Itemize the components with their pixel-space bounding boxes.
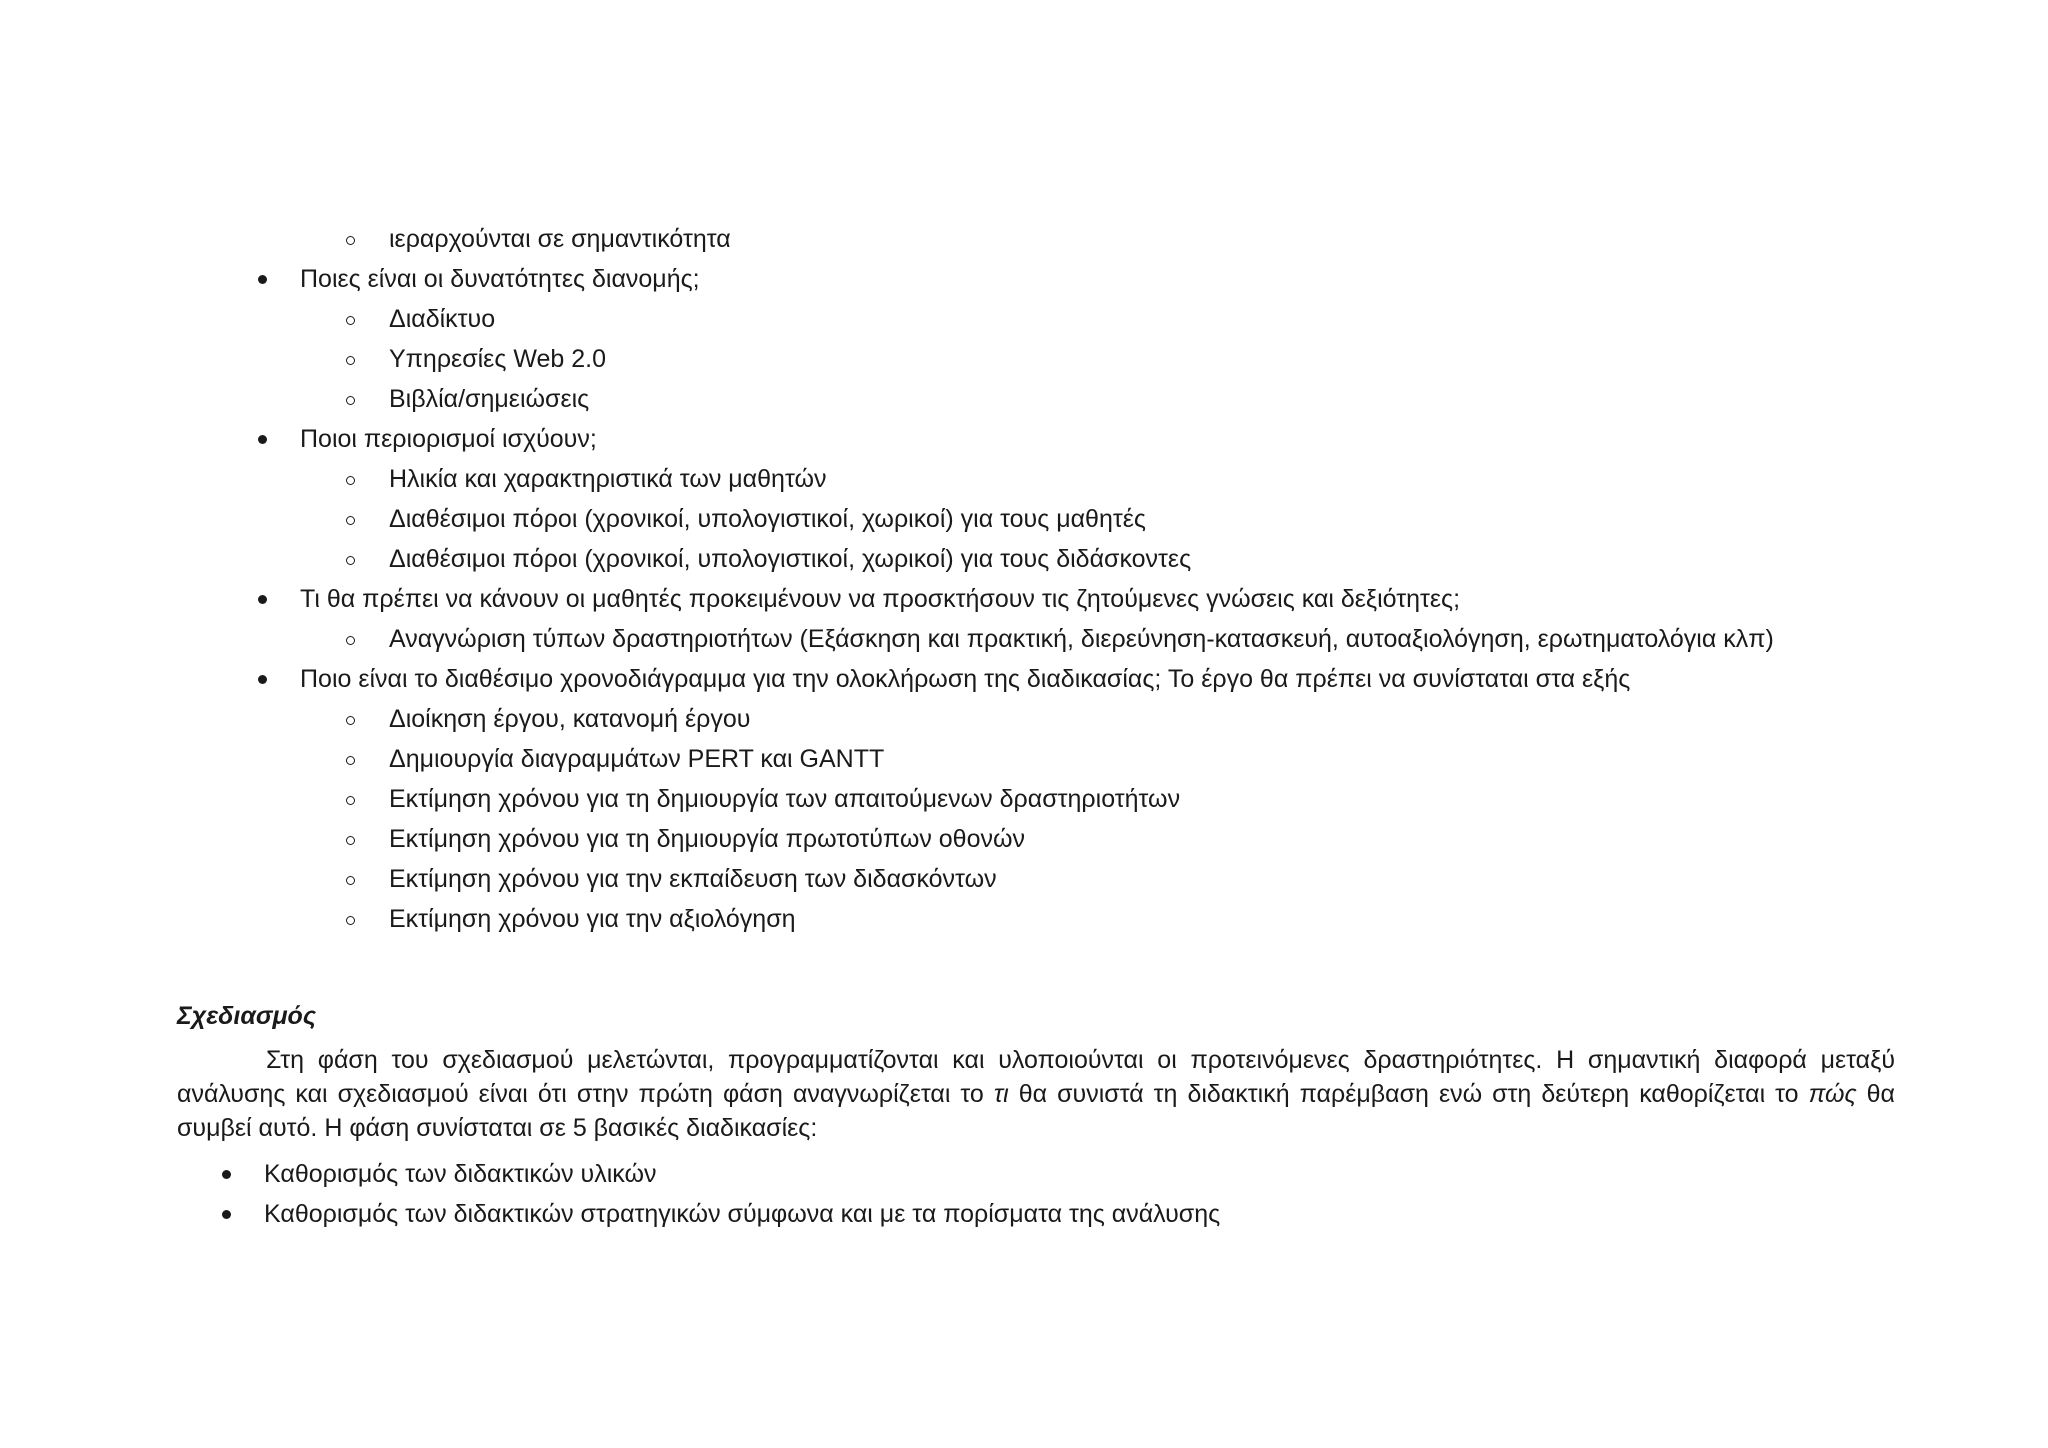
circle-bullet-icon [346, 756, 355, 765]
circle-bullet-icon [346, 796, 355, 805]
list-item-text: Διαθέσιμοι πόροι (χρονικοί, υπολογιστικοί, χωρικοί) για τους μαθητές [389, 505, 1146, 533]
list-item-text: Διαδίκτυο [389, 305, 496, 333]
circle-bullet-icon [346, 876, 355, 885]
paragraph-text: θα συμβεί αυτό. Η φάση συνίσταται σε 5 βασικές διαδικασίες: [177, 1080, 1895, 1142]
paragraph-emphasis: πώς [1808, 1080, 1857, 1108]
list-item-text: Εκτίμηση χρόνου για τη δημιουργία των απαιτούμενων δραστηριοτήτων [389, 785, 1181, 813]
list-item-text: Ποιο είναι το διαθέσιμο χρονοδιάγραμμα για την ολοκλήρωση της διαδικασίας; Το έργο θα πρέπει να συνίσταται στα εξής [300, 665, 1631, 693]
list-item-text: Αναγνώριση τύπων δραστηριοτήτων (Εξάσκηση και πρακτική, διερεύνηση-κατασκευή, αυτοαξιολόγηση, ερωτηματολόγια κλπ) [389, 625, 1774, 653]
circle-bullet-icon [346, 516, 355, 525]
circle-bullet-icon [346, 836, 355, 845]
disc-bullet-icon [222, 1170, 231, 1179]
paragraph-text: θα συνιστά τη διδακτική παρέμβαση ενώ στη δεύτερη καθορίζεται το [1008, 1080, 1809, 1108]
circle-bullet-icon [346, 396, 355, 405]
list-item-text: Καθορισμός των διδακτικών στρατηγικών σύμφωνα και με τα πορίσματα της ανάλυσης [264, 1200, 1221, 1228]
paragraph-emphasis: τι [993, 1080, 1009, 1108]
body-paragraph [177, 1043, 1895, 1145]
list-item-text: Διαθέσιμοι πόροι (χρονικοί, υπολογιστικοί, χωρικοί) για τους διδάσκοντες [389, 545, 1192, 573]
circle-bullet-icon [346, 556, 355, 565]
disc-bullet-icon [258, 675, 267, 684]
list-item-text: Τι θα πρέπει να κάνουν οι μαθητές προκειμένουν να προσκτήσουν τις ζητούμενες γνώσεις και δεξιότητες; [300, 585, 1461, 613]
list-item-text: Καθορισμός των διδακτικών υλικών [264, 1160, 657, 1188]
disc-bullet-icon [258, 435, 267, 444]
circle-bullet-icon [346, 356, 355, 365]
section-heading: Σχεδιασμός [177, 1002, 317, 1030]
list-item-text: Εκτίμηση χρόνου για την αξιολόγηση [389, 905, 796, 933]
circle-bullet-icon [346, 316, 355, 325]
circle-bullet-icon [346, 916, 355, 925]
circle-bullet-icon [346, 716, 355, 725]
list-item-text: Δημιουργία διαγραμμάτων PERT και GANTT [389, 745, 885, 773]
disc-bullet-icon [222, 1210, 231, 1219]
list-item-text: Ποιοι περιορισμοί ισχύουν; [300, 425, 597, 453]
list-item-text: Υπηρεσίες Web 2.0 [389, 345, 606, 373]
paragraph-text: Στη φάση του σχεδιασμού μελετώνται, προγραμματίζονται και υλοποιούνται οι προτεινόμενες δραστηριότητες. Η σημαντική διαφορά μεταξύ ανάλυσης και σχεδιασμού είναι ότι στην πρώτη φάση αναγνωρίζεται το [177, 1046, 1895, 1108]
circle-bullet-icon [346, 236, 355, 245]
circle-bullet-icon [346, 636, 355, 645]
list-item-text: Βιβλία/σημειώσεις [389, 385, 590, 413]
disc-bullet-icon [258, 275, 267, 284]
list-item-text: Εκτίμηση χρόνου για την εκπαίδευση των διδασκόντων [389, 865, 997, 893]
list-item-text: Ποιες είναι οι δυνατότητες διανομής; [300, 265, 700, 293]
list-item-text: Διοίκηση έργου, κατανομή έργου [389, 705, 751, 733]
list-item-text: Ηλικία και χαρακτηριστικά των μαθητών [389, 465, 827, 493]
disc-bullet-icon [258, 595, 267, 604]
circle-bullet-icon [346, 476, 355, 485]
list-item-text: Εκτίμηση χρόνου για τη δημιουργία πρωτοτύπων οθονών [389, 825, 1026, 853]
list-item-text: ιεραρχούνται σε σημαντικότητα [389, 225, 731, 253]
